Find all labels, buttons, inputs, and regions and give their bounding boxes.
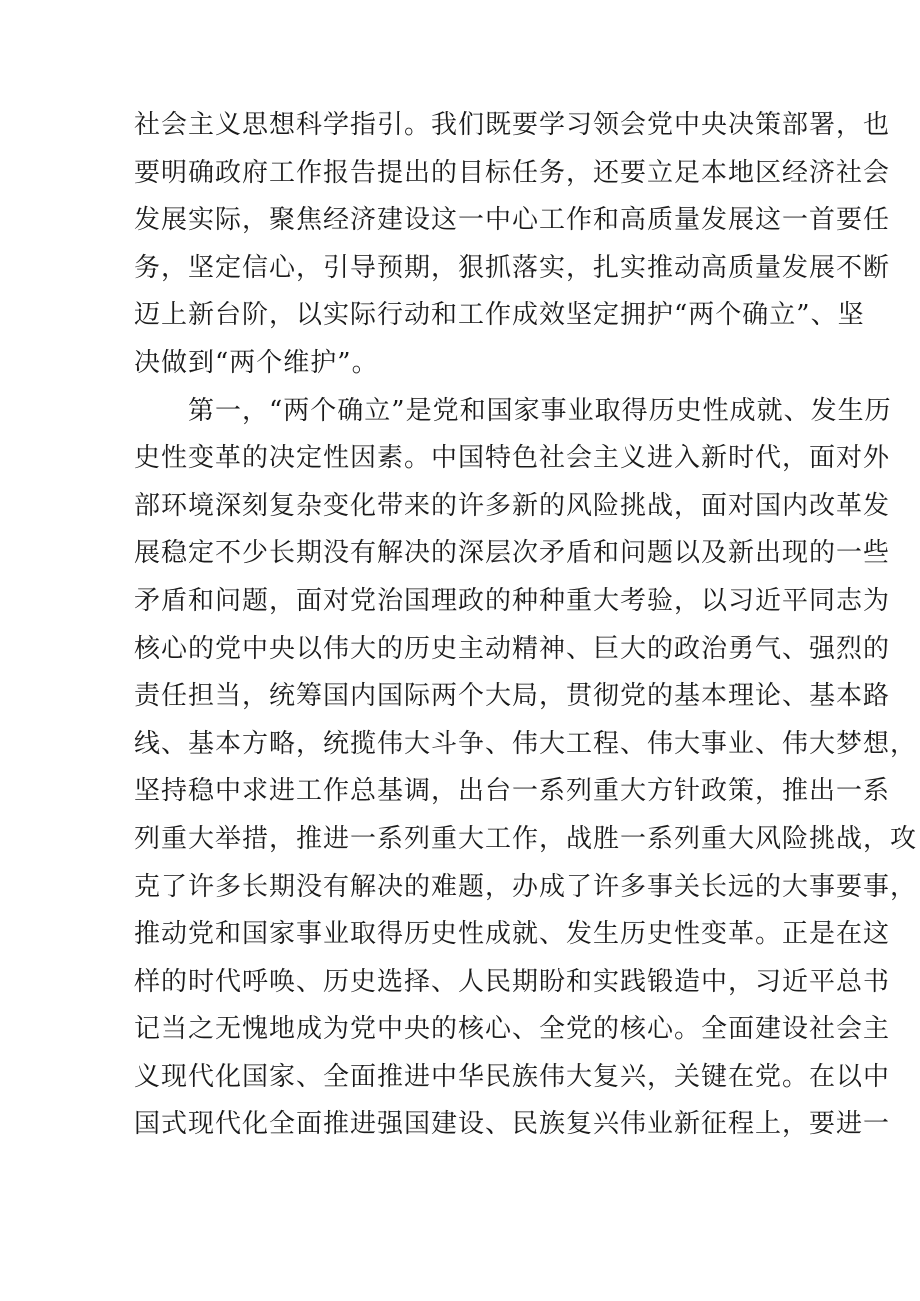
- paragraph-1: [134, 102, 891, 388]
- text-line: 推动党和国家事业取得历史性成就、发生历史性变革。正是在这: [134, 919, 891, 950]
- text-line: 国式现代化全面推进强国建设、民族复兴伟业新征程上，要进一: [134, 1109, 891, 1140]
- text-line: 线、基本方略，统揽伟大斗争、伟大工程、伟大事业、伟大梦想，: [134, 728, 918, 759]
- text-line: 部环境深刻复杂变化带来的许多新的风险挑战，面对国内改革发: [134, 490, 891, 521]
- text-line: 责任担当，统筹国内国际两个大局，贯彻党的基本理论、基本路: [134, 681, 891, 712]
- text-line: 迈上新台阶，以实际行动和工作成效坚定拥护“两个确立”、坚: [134, 300, 865, 331]
- text-line: 第一，“两个确立”是党和国家事业取得历史性成就、发生历: [134, 395, 892, 426]
- text-line: 义现代化国家、全面推进中华民族伟大复兴，关键在党。在以中: [134, 1061, 891, 1092]
- text-line: 发展实际，聚焦经济建设这一中心工作和高质量发展这一首要任: [134, 205, 891, 236]
- text-line: 务，坚定信心，引导预期，狠抓落实，扎实推动高质量发展不断: [134, 252, 891, 283]
- text-line: 史性变革的决定性因素。中国特色社会主义进入新时代，面对外: [134, 443, 891, 474]
- text-line: 记当之无愧地成为党中央的核心、全党的核心。全面建设社会主: [134, 1014, 891, 1045]
- text-line: 列重大举措，推进一系列重大工作，战胜一系列重大风险挑战，攻: [134, 823, 918, 854]
- text-line: 要明确政府工作报告提出的目标任务，还要立足本地区经济社会: [134, 157, 891, 188]
- text-line: 克了许多长期没有解决的难题，办成了许多事关长远的大事要事，: [134, 871, 918, 902]
- document-body: [134, 102, 918, 1149]
- text-line: 社会主义思想科学指引。我们既要学习领会党中央决策部署，也: [134, 110, 891, 140]
- text-line: 展稳定不少长期没有解决的深层次矛盾和问题以及新出现的一些: [134, 538, 891, 569]
- paragraph-2: [134, 388, 918, 1150]
- text-line: 样的时代呼唤、历史选择、人民期盼和实践锻造中，习近平总书: [134, 966, 891, 997]
- text-line: 核心的党中央以伟大的历史主动精神、巨大的政治勇气、强烈的: [134, 633, 891, 664]
- text-line: 坚持稳中求进工作总基调，出台一系列重大方针政策，推出一系: [134, 776, 891, 807]
- text-line: 决做到“两个维护”。: [134, 347, 379, 378]
- text-line: 矛盾和问题，面对党治国理政的种种重大考验，以习近平同志为: [134, 585, 891, 616]
